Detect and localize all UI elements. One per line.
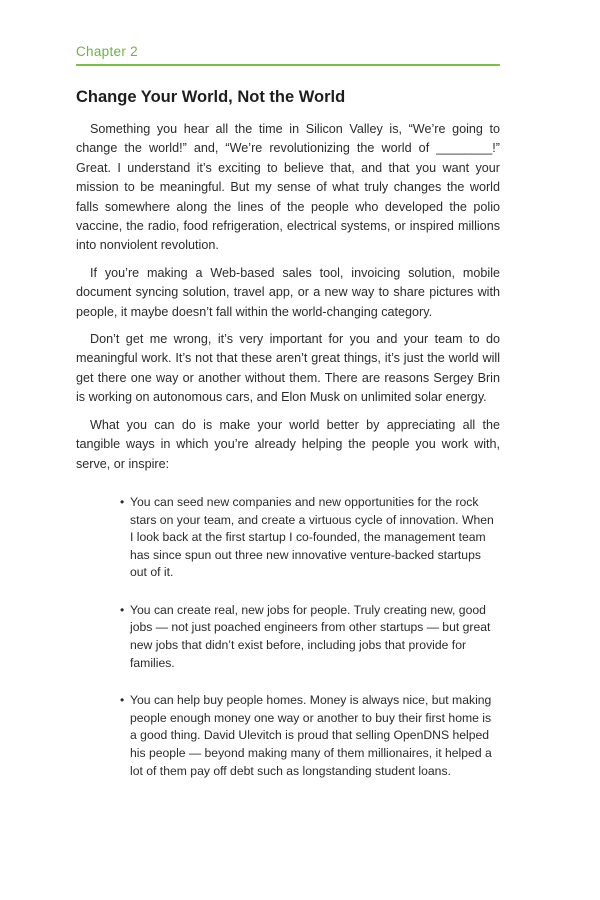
bullet-dot-icon: • [120,693,125,708]
chapter-label: Chapter 2 [76,44,138,59]
body-text [76,120,500,800]
bullet-list [76,494,494,780]
paragraph-1: Something you hear all the time in Silicon Valley is, “We’re going to change the world!” and, “We’re revolutionizing the world of ________!” Great. I understand it’s exciting to believe that, and that you want your mission to be meaningful. But my sense of what truly changes the world falls somewhere along the lines of the people who developed the polio vaccine, the radio, food refrigeration, electrical systems, or inspired millions into nonviolent revolution. [76,122,500,253]
bullet-dot-icon: • [120,494,125,509]
paragraph-2: If you’re making a Web-based sales tool, invoicing solution, mobile document syncing solution, travel app, or a new way to share pictures with people, it maybe doesn’t fall within the world-changing category. [76,265,500,319]
bullet-item [120,494,494,582]
paragraph-4: What you can do is make your world better by appreciating all the tangible ways in which you’re already helping the people you work with, serve, or inspire: [76,417,500,471]
bullet-text: You can create real, new jobs for people. Truly creating new, good jobs — not just poached engineers from other startups — but great new jobs that didn’t exist before, including jobs that provide for families. [130,602,491,670]
section-heading: Change Your World, Not the World [76,88,346,106]
chapter-divider [76,64,500,66]
bullet-text: You can help buy people homes. Money is always nice, but making people enough money one way or another to buy their first home is a good thing. David Ulevitch is proud that selling OpenDNS helped his people — beyond making many of them millionaires, it helped a lot of them pay off debt such as longstanding student loans. [130,693,492,778]
bullet-item [120,692,494,780]
bullet-text: You can seed new companies and new opportunities for the rock stars on your team, and create a virtuous cycle of innovation. When I look back at the first startup I co-founded, the management team has since spun out three new innovative venture-backed startups out of it. [130,494,494,580]
bullet-dot-icon: • [120,602,125,617]
bullet-item [120,602,494,672]
paragraph-3: Don’t get me wrong, it’s very important for you and your team to do meaningful work. It’s not that these aren’t great things, it’s just the world will get there one way or another without them. There are reasons Sergey Brin is working on autonomous cars, and Elon Musk on unlimited solar energy. [76,332,500,405]
